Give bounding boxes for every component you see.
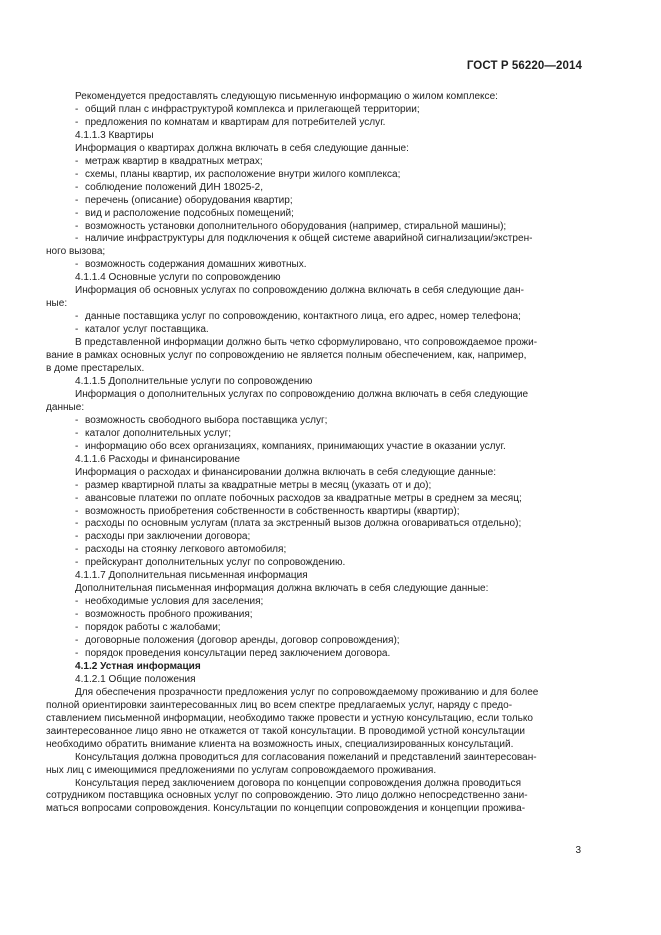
paragraph: Консультация перед заключением договора по концепции сопровождения должна проводиться: [75, 777, 522, 789]
paragraph-line: ных лиц с имеющимися предложениями по услугам сопровождаемого проживания.: [46, 764, 437, 776]
list-item: [46, 506, 578, 519]
paragraph-line: ставлением письменной информации, необходимо также провести и устную консультацию, если только: [46, 712, 533, 724]
list-dash: -: [75, 311, 79, 323]
paragraph-line: полной ориентировки заинтересованных лиц во всем спектре предлагаемых услуг, наряду с предо-: [46, 699, 513, 711]
list-item: [46, 428, 578, 441]
section-heading: 4.1.1.4 Основные услуги по сопровождению: [75, 272, 281, 284]
list-item-text: возможность содержания домашних животных.: [85, 259, 307, 271]
paragraph-line: в доме престарелых.: [46, 363, 145, 375]
list-item: [46, 493, 578, 506]
list-dash: -: [75, 479, 79, 491]
list-item: [46, 182, 578, 195]
list-item-text: общий план с инфраструктурой комплекса и прилегающей территории;: [85, 103, 420, 115]
list-dash: -: [75, 207, 79, 219]
list-dash: -: [75, 518, 79, 530]
paragraph: Дополнительная письменная информация должна включать в себя следующие данные:: [75, 583, 489, 595]
list-item-text: порядок проведения консультации перед заключением договора.: [85, 647, 391, 659]
list-item: [46, 415, 578, 428]
list-item: [46, 480, 578, 493]
document-body: [46, 91, 578, 816]
list-dash: -: [75, 544, 79, 556]
list-dash: -: [75, 647, 79, 659]
list-item-text: каталог услуг поставщика.: [85, 324, 209, 336]
list-dash: -: [75, 194, 79, 206]
list-dash: -: [75, 427, 79, 439]
list-item: [46, 259, 578, 272]
paragraph: Консультация должна проводиться для согласования пожеланий и представлений заинтересован-: [75, 751, 537, 763]
list-item-text: соблюдение положений ДИН 18025-2,: [85, 181, 264, 193]
section-heading: 4.1.2.1 Общие положения: [75, 673, 196, 685]
list-item-text: расходы по основным услугам (плата за экстренный вызов должна оговариваться отдельно);: [85, 518, 522, 530]
paragraph: Информация об основных услугах по сопровождению должна включать в себя следующие дан-: [75, 285, 524, 297]
list-dash: -: [75, 505, 79, 517]
list-item: [46, 156, 578, 169]
paragraph-line: сотрудником поставщика основных услуг по сопровождению. Это лицо должно непосредственно зани-: [46, 790, 528, 802]
list-item-text: размер квартирной платы за квадратные метры в месяц (указать от и до);: [85, 479, 432, 491]
list-dash: -: [75, 233, 79, 245]
list-dash: -: [75, 596, 79, 608]
list-dash: -: [75, 635, 79, 647]
paragraph: Информация о дополнительных услугах по сопровождению должна включать в себя следующие: [75, 388, 529, 400]
list-item: [46, 324, 578, 337]
paragraph: Рекомендуется предоставлять следующую письменную информацию о жилом комплексе:: [75, 91, 498, 102]
list-item-text: информацию обо всех организациях, компаниях, принимающих участие в оказании услуг.: [85, 440, 506, 452]
list-item: [46, 596, 578, 609]
section-heading: 4.1.2 Устная информация: [75, 660, 201, 672]
list-item: [46, 195, 578, 208]
list-item: [46, 648, 578, 661]
list-item-text: возможность пробного проживания;: [85, 609, 253, 621]
list-item-text: необходимые условия для заселения;: [85, 596, 264, 608]
list-item: [46, 233, 578, 246]
list-item-text: метраж квартир в квадратных метрах;: [85, 155, 263, 167]
list-item-continuation: ного вызова;: [46, 246, 106, 258]
list-item: [46, 221, 578, 234]
list-dash: -: [75, 440, 79, 452]
section-heading: 4.1.1.6 Расходы и финансирование: [75, 453, 240, 465]
paragraph-line: данные:: [46, 401, 85, 413]
list-item: [46, 441, 578, 454]
list-item: [46, 635, 578, 648]
list-item: [46, 544, 578, 557]
list-dash: -: [75, 168, 79, 180]
list-item-text: возможность свободного выбора поставщика услуг;: [85, 414, 328, 426]
paragraph: Информация о квартирах должна включать в себя следующие данные:: [75, 142, 409, 154]
list-item-text: перечень (описание) оборудования квартир;: [85, 194, 293, 206]
list-dash: -: [75, 220, 79, 232]
list-item-text: прейскурант дополнительных услуг по сопровождению.: [85, 557, 346, 569]
list-dash: -: [75, 181, 79, 193]
list-dash: -: [75, 155, 79, 167]
list-item-text: расходы на стоянку легкового автомобиля;: [85, 544, 287, 556]
list-dash: -: [75, 622, 79, 634]
list-item-text: порядок работы с жалобами;: [85, 622, 221, 634]
document-header: ГОСТ Р 56220—2014: [466, 60, 582, 72]
page-number: 3: [575, 845, 581, 856]
section-heading: 4.1.1.3 Квартиры: [75, 129, 154, 141]
list-item-text: авансовые платежи по оплате побочных расходов за квадратные метры в среднем за месяц;: [85, 492, 522, 504]
paragraph: Для обеспечения прозрачности предложения услуг по сопровождаемому проживанию и для более: [75, 686, 539, 698]
list-item: [46, 117, 578, 130]
list-dash: -: [75, 531, 79, 543]
list-item-text: схемы, планы квартир, их расположение внутри жилого комплекса;: [85, 168, 401, 180]
list-item: [46, 311, 578, 324]
list-item: [46, 609, 578, 622]
list-dash: -: [75, 609, 79, 621]
list-dash: -: [75, 259, 79, 271]
list-item: [46, 518, 578, 531]
paragraph: В представленной информации должно быть четко сформулировано, что сопровождаемое прожи-: [75, 337, 538, 349]
list-item-text: расходы при заключении договора;: [85, 531, 251, 543]
list-item-text: возможность приобретения собственности в собственность квартиры (квартир);: [85, 505, 460, 517]
list-dash: -: [75, 414, 79, 426]
list-dash: -: [75, 116, 79, 128]
list-item-text: договорные положения (договор аренды, договор сопровождения);: [85, 635, 400, 647]
section-heading: 4.1.1.5 Дополнительные услуги по сопровождению: [75, 375, 313, 387]
list-item-text: данные поставщика услуг по сопровождению, контактного лица, его адрес, номер телефона;: [85, 311, 521, 323]
list-item-text: каталог дополнительных услуг;: [85, 427, 232, 439]
list-item: [46, 104, 578, 117]
list-dash: -: [75, 324, 79, 336]
list-dash: -: [75, 492, 79, 504]
paragraph-line: необходимо обратить внимание клиента на возможность иных, специализированных консультаций.: [46, 738, 514, 750]
paragraph: Информация о расходах и финансировании должна включать в себя следующие данные:: [75, 466, 497, 478]
paragraph-line: заинтересованное лицо явно не откажется от такой консультации. В проводимой устной консультации: [46, 725, 525, 737]
section-heading: 4.1.1.7 Дополнительная письменная информация: [75, 570, 308, 582]
list-item-text: наличие инфраструктуры для подключения к общей системе аварийной сигнализации/экстрен-: [85, 233, 533, 245]
list-item: [46, 557, 578, 570]
list-dash: -: [75, 557, 79, 569]
paragraph-line: ные:: [46, 298, 68, 310]
list-item: [46, 169, 578, 182]
list-item: [46, 208, 578, 221]
list-item-text: предложения по комнатам и квартирам для потребителей услуг.: [85, 116, 386, 128]
list-item: [46, 622, 578, 635]
paragraph-line: маться вопросами сопровождения. Консультации по концепции сопровождения и концепции прожива-: [46, 803, 526, 815]
paragraph-line: вание в рамках основных услуг по сопровождению не является полным обеспечением, как, например,: [46, 350, 527, 362]
list-dash: -: [75, 103, 79, 115]
list-item: [46, 531, 578, 544]
list-item-text: вид и расположение подсобных помещений;: [85, 207, 294, 219]
list-item-text: возможность установки дополнительного оборудования (например, стиральной машины);: [85, 220, 507, 232]
